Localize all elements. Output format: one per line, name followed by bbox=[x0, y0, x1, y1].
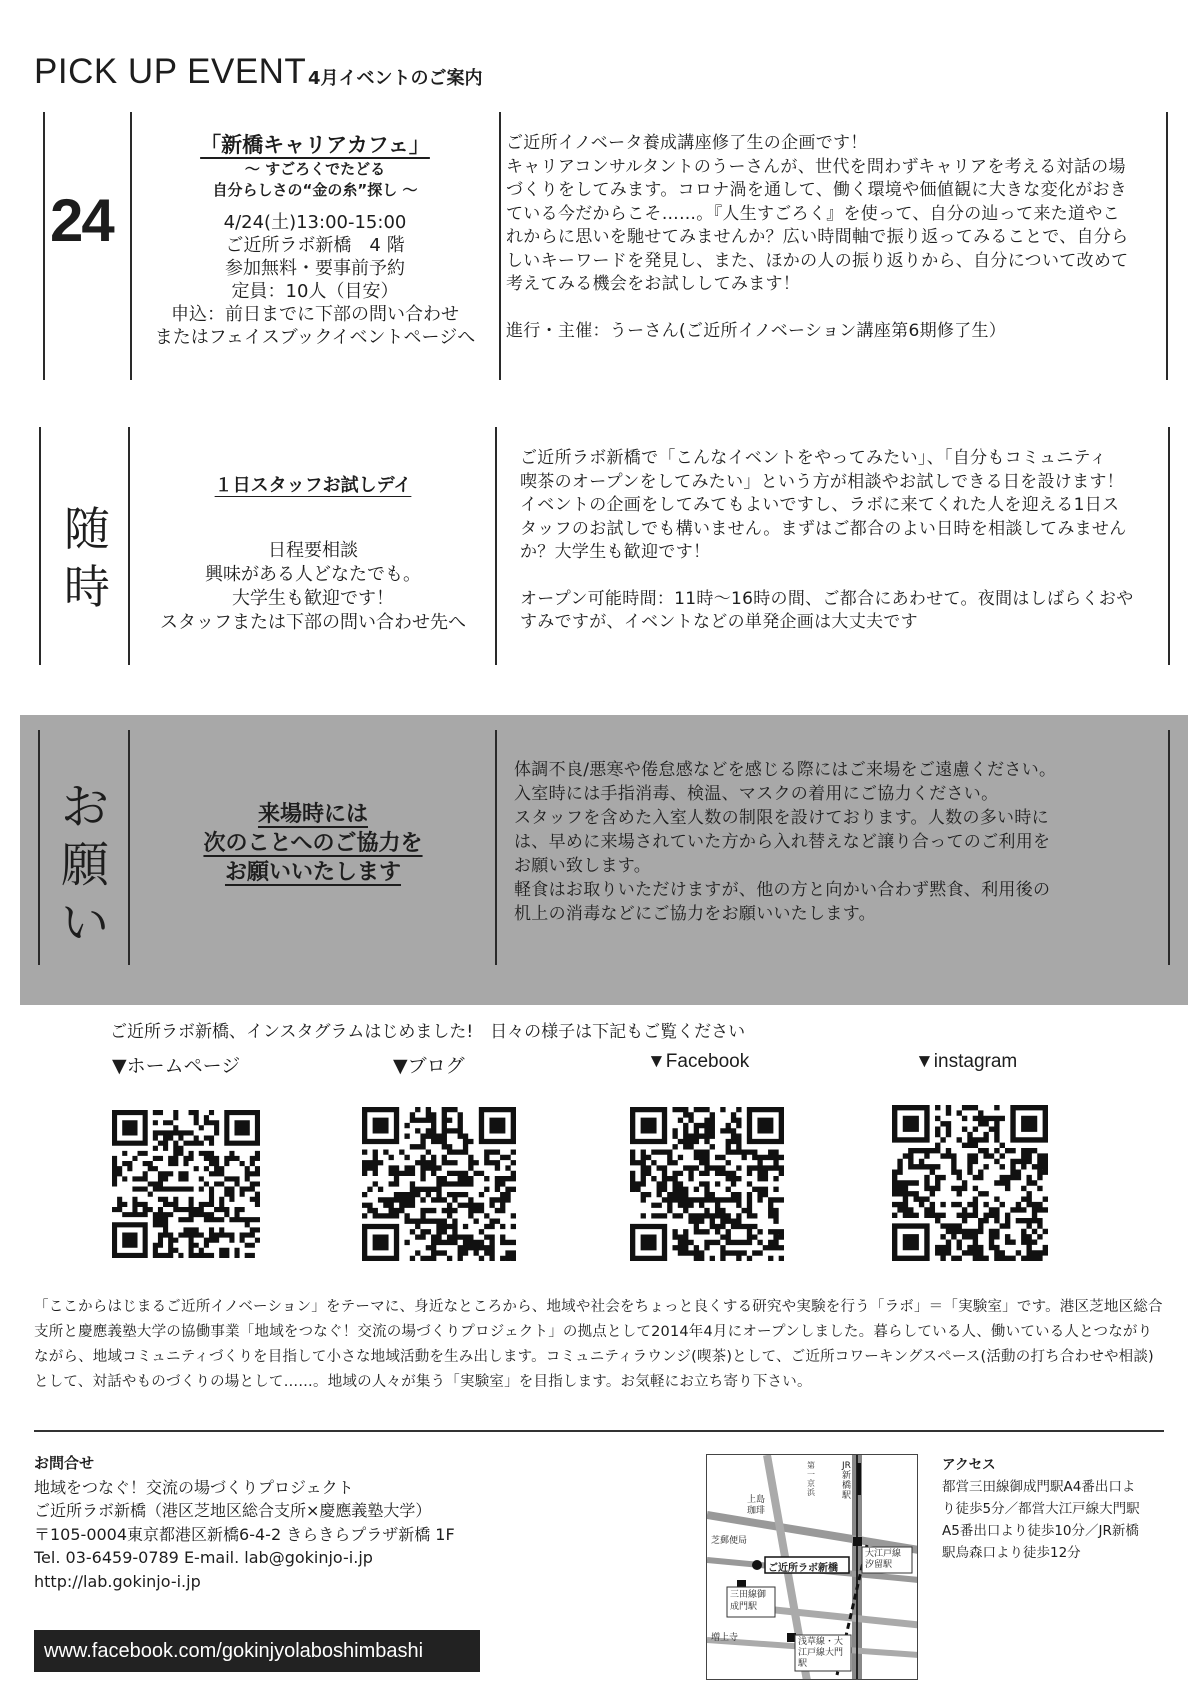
access-line: り徒歩5分／都営大江戸線大門駅 bbox=[942, 1501, 1140, 1517]
map-label-daimon: 浅草線・大江戸線大門駅 bbox=[798, 1637, 844, 1669]
description-line: れからに思いを馳せてみませんか？広い時間軸で振り返ってみることで、自分ら bbox=[506, 227, 1129, 247]
instagram-qr-code-icon[interactable] bbox=[892, 1105, 1048, 1261]
divider bbox=[1168, 730, 1170, 965]
event-date-label bbox=[57, 500, 117, 616]
description-line: お願い致します。 bbox=[514, 856, 652, 876]
facebook-url-link[interactable]: www.facebook.com/gokinjyolaboshimbashi bbox=[34, 1630, 480, 1672]
description-line: 机上の消毒などにご協力をお願いいたします。 bbox=[514, 904, 876, 924]
map-label-lab: ご近所ラボ新橋 bbox=[768, 1563, 838, 1574]
event-detail: 参加無料・要事前予約 bbox=[225, 258, 405, 279]
divider bbox=[1168, 427, 1170, 665]
access-line: A5番出口より徒歩10分／JR新橋 bbox=[942, 1523, 1139, 1539]
event-detail: スタッフまたは下部の問い合わせ先へ bbox=[160, 612, 466, 633]
description-line: は、早めに来場されていた方から入れ替えなど譲り合ってのご利用を bbox=[514, 832, 1051, 852]
access-heading: アクセス bbox=[942, 1457, 996, 1473]
divider bbox=[43, 112, 45, 380]
map-label-road: 第一京浜 bbox=[807, 1461, 815, 1497]
contact-block bbox=[34, 1452, 455, 1593]
event-detail: またはフェイスブックイベントページへ bbox=[154, 327, 476, 348]
event-organizer: 進行・主催：うーさん(ご近所イノベーション講座第6期修了生） bbox=[506, 320, 1007, 341]
notice-title-line: 来場時には bbox=[257, 802, 368, 827]
divider bbox=[495, 730, 497, 965]
map-label-cafe: 上島珈琲 bbox=[747, 1495, 766, 1516]
qr-modules bbox=[630, 1107, 784, 1261]
label-char: 時 bbox=[64, 560, 110, 614]
contact-line: 地域をつなぐ！交流の場づくりプロジェクト bbox=[34, 1477, 354, 1497]
event-title: １日スタッフお試しデイ bbox=[214, 475, 412, 496]
page-subtitle: 4月イベントのご案内 bbox=[308, 68, 483, 89]
event-info bbox=[132, 134, 498, 349]
label-char: お bbox=[60, 779, 109, 835]
description-line: ご近所ラボ新橋で「こんなイベントをやってみたい」、「自分もコミュニティ bbox=[520, 448, 1107, 468]
description-line: ている今だからこそ……。『人生すごろく』を使って、自分の辿って来た道やこ bbox=[506, 203, 1120, 224]
description-line: づくりをしてみます。コロナ渦を通して、働く環境や価値観に大きな変化がおき bbox=[506, 180, 1128, 200]
notice-label bbox=[55, 778, 115, 952]
access-info bbox=[942, 1454, 1162, 1564]
event-detail: 定員：10人（目安） bbox=[231, 281, 399, 302]
notice-title-line: お願いいたします bbox=[224, 860, 401, 885]
map-label-zojoji: 増上寺 bbox=[711, 1633, 739, 1643]
event-title: 「新橋キャリアカフェ」 bbox=[200, 133, 430, 157]
event-detail: 大学生も歓迎です！ bbox=[232, 588, 394, 609]
qr-modules bbox=[112, 1110, 260, 1258]
label-char: 随 bbox=[64, 502, 110, 556]
contact-address: 〒105-0004東京都港区新橋6-4-2 きらきらプラザ新橋 1F bbox=[34, 1524, 455, 1544]
event-description bbox=[520, 447, 1165, 635]
event-detail: 4/24(土)13:00-15:00 bbox=[223, 212, 407, 233]
divider bbox=[39, 427, 41, 665]
description-line: しいキーワードを発見し、また、ほかの人の振り返りから、自分について改めて bbox=[506, 250, 1129, 271]
instagram-announcement: ご近所ラボ新橋、インスタグラムはじめました! 日々の様子は下記もご覧ください bbox=[110, 1022, 746, 1042]
event-subtitle: 自分らしさの“金の糸”探し 〜 bbox=[212, 181, 418, 199]
divider bbox=[495, 427, 497, 665]
event-date: 24 bbox=[50, 187, 113, 254]
description-line: 考えてみる機会をお試ししてみます！ bbox=[506, 274, 801, 294]
divider bbox=[128, 427, 130, 665]
event-detail: 申込：前日までに下部の問い合わせ bbox=[171, 304, 459, 325]
event-detail: ご近所ラボ新橋 4 階 bbox=[225, 235, 405, 256]
description-line: スタッフを含めた入室人数の制限を設けております。人数の多い時に bbox=[514, 808, 1049, 828]
contact-website-link[interactable]: http://lab.gokinjo-i.jp bbox=[34, 1571, 201, 1591]
contact-heading: お問合せ bbox=[34, 1454, 95, 1472]
description-line: タッフのお試しでも構いません。まずはご都合のよい日時を相談してみません bbox=[520, 518, 1127, 539]
description-line: ご近所イノベータ養成講座修了生の企画です！ bbox=[506, 133, 868, 153]
station-marker-icon bbox=[853, 1537, 862, 1546]
map-label-jr: JR新橋駅 bbox=[842, 1461, 852, 1501]
page-title: PICK UP EVENT bbox=[34, 52, 307, 91]
access-line: 都営三田線御成門駅A4番出口よ bbox=[942, 1479, 1136, 1495]
event-subtitle: 〜 すごろくでたどる bbox=[244, 160, 386, 178]
description-line: イベントの企画をしてみてもよいですし、ラボに来てくれた人を迎える1日ス bbox=[520, 495, 1120, 515]
divider bbox=[34, 1430, 1164, 1432]
divider bbox=[38, 730, 40, 965]
description-line: すみですが、イベントなどの単発企画は大丈夫です bbox=[520, 612, 918, 632]
map-label-mita: 三田線御成門駅 bbox=[730, 1590, 767, 1612]
description-line: か？大学生も歓迎です！ bbox=[520, 542, 711, 562]
event-description bbox=[506, 132, 1161, 343]
access-map bbox=[706, 1454, 918, 1680]
label-char: 願 bbox=[60, 837, 109, 893]
label-char: い bbox=[60, 895, 109, 951]
event-info bbox=[132, 474, 494, 635]
contact-tel-email[interactable]: Tel. 03-6459-0789 E-mail. lab@gokinjo-i.jp bbox=[34, 1548, 373, 1567]
facebook-qr-code-icon[interactable] bbox=[630, 1107, 784, 1261]
divider bbox=[1166, 112, 1168, 380]
map-label-post-office: 芝郵便局 bbox=[711, 1536, 748, 1546]
notice-title-line: 次のことへのご協力を bbox=[203, 831, 423, 856]
divider bbox=[499, 112, 501, 380]
about-text: 「ここからはじまるご近所イノベーション」をテーマに、身近なところから、地域や社会をちょっと良くする研究や実験を行う「ラボ」＝「実験室」です。港区芝地区総合支所と慶應義塾大学の協働事業「地域をつなぐ！交流の場づくりプロジェクト」の拠点として2014年4月にオープンしました。暮らしている人、働いている人とつながりながら、地域コミュニティづくりを目指して小さな地域活動を生み出します。コミュニティラウンジ(喫茶)として、ご近所コワーキングスペース(活動の打ち合わせや相談)として、対話やものづくりの場として……。地域の人々が集う「実験室」を目指します。お気軽にお立ち寄り下さい。 bbox=[34, 1299, 1163, 1390]
instagram-label: ▼instagram bbox=[915, 1051, 1018, 1072]
event-detail: 興味がある人どなたでも。 bbox=[205, 564, 421, 585]
description-line: キャリアコンサルタントのうーさんが、世代を問わずキャリアを考える対話の場 bbox=[506, 156, 1126, 177]
event-detail: 日程要相談 bbox=[268, 540, 358, 561]
notice-title bbox=[132, 800, 494, 887]
description-line: 軽食はお取りいただけますが、他の方と向かい合わず黙食、利用後の bbox=[514, 880, 1051, 900]
divider bbox=[128, 730, 130, 965]
contact-line: ご近所ラボ新橋（港区芝地区総合支所×慶應義塾大学） bbox=[34, 1501, 432, 1520]
description-line: 入室時には手指消毒、検温、マスクの着用にご協力ください。 bbox=[514, 784, 999, 804]
description-line: オープン可能時間：11時〜16時の間、ご都合にあわせて。夜間はしばらくおや bbox=[520, 588, 1134, 609]
facebook-label: ▼Facebook bbox=[647, 1051, 750, 1072]
access-line: 駅烏森口より徒歩12分 bbox=[942, 1545, 1081, 1561]
notice-description bbox=[514, 758, 1164, 926]
lab-marker-icon bbox=[752, 1560, 762, 1570]
description-line: 喫茶のオープンをしてみたい」という方が相談やお試しできる日を設けます！ bbox=[520, 471, 1124, 492]
qr-modules bbox=[362, 1107, 516, 1261]
map-label-oedo: 大江戸線汐留駅 bbox=[865, 1549, 902, 1570]
description-line: 体調不良/悪寒や倦怠感などを感じる際にはご来場をご遠慮ください。 bbox=[514, 760, 1057, 780]
qr-modules bbox=[892, 1105, 1048, 1261]
blog-label: ▼ブログ bbox=[393, 1055, 465, 1077]
homepage-qr-code-icon[interactable] bbox=[112, 1110, 260, 1258]
homepage-label: ▼ホームページ bbox=[112, 1055, 241, 1077]
blog-qr-code-icon[interactable] bbox=[362, 1107, 516, 1261]
